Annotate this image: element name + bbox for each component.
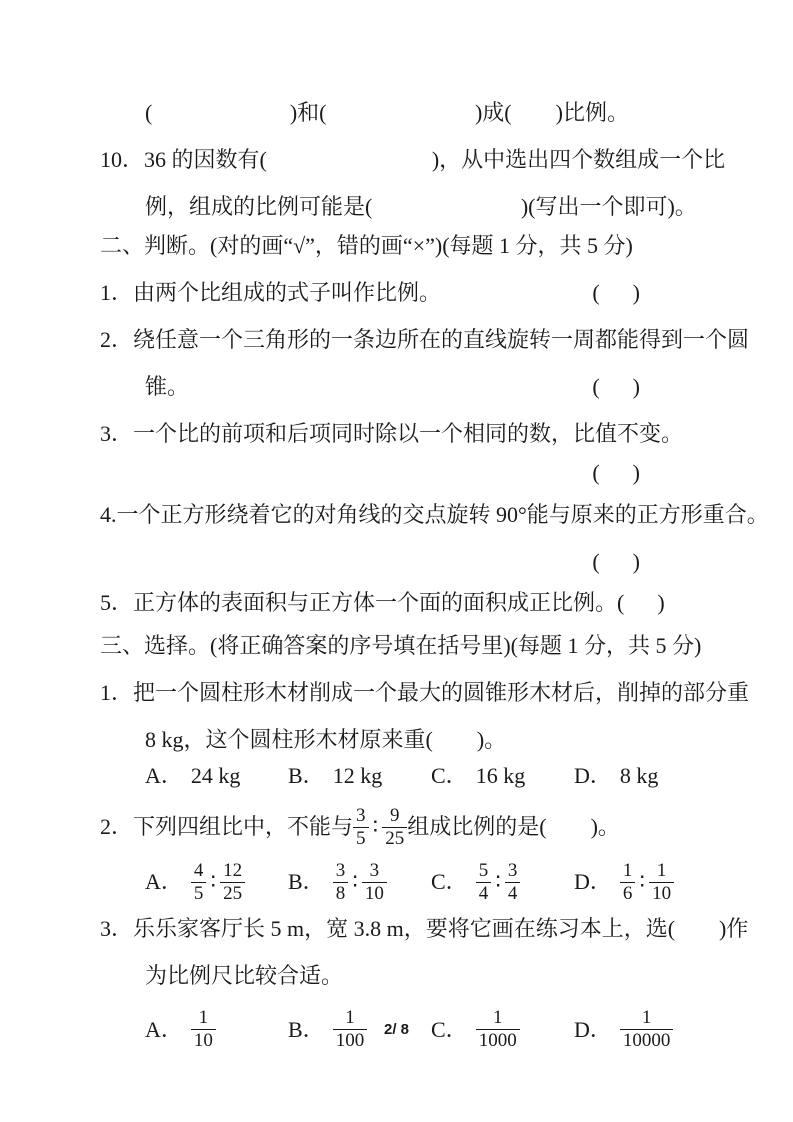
option (574, 860, 674, 905)
answer-bracket: ( ) (592, 374, 640, 399)
fraction-numerator: 3 (335, 859, 346, 881)
fraction-numerator: 1 (641, 1007, 652, 1029)
choice-1-line-2 (100, 727, 690, 753)
option-label: B． (288, 869, 325, 895)
fraction-numerator: 12 (223, 859, 243, 881)
answer-bracket: ( ) (592, 460, 640, 485)
text-segment: 2．下列四组比中，不能与 (100, 814, 354, 840)
fraction-denominator: 5 (191, 882, 207, 905)
text-segment: 1．把一个圆柱形木材削成一个最大的圆锥形木材后，削掉的部分重 (100, 680, 750, 705)
fraction (333, 860, 349, 905)
option-label: D． (574, 763, 612, 788)
text-segment: 5．正方体的表面积与正方体一个面的面积成正比例。 (100, 590, 618, 615)
text-segment: 16 kg (475, 763, 526, 788)
option-label: B． (288, 1016, 325, 1042)
answer-bracket: ( ) (592, 549, 640, 574)
fraction-denominator: 1000 (476, 1029, 520, 1052)
fraction-numerator: 1 (345, 1007, 355, 1029)
option (431, 763, 574, 789)
option (288, 763, 431, 789)
text-segment: 2．绕任意一个三角形的一条边所在的直线旋转一周都能得到一个圆 (100, 327, 750, 352)
choice-2-options (100, 860, 690, 905)
answer-bracket: ( ) (592, 280, 640, 305)
fraction (649, 860, 674, 905)
ratio-colon: ∶ (495, 869, 501, 895)
fraction-denominator: 10 (362, 882, 387, 905)
option-label: B． (288, 763, 325, 788)
fraction-numerator: 9 (390, 805, 400, 826)
ratio-colon: ∶ (352, 869, 358, 895)
fraction-denominator: 5 (353, 827, 369, 850)
option-label: C． (431, 1016, 468, 1042)
text-segment: 24 kg (190, 763, 241, 788)
text-segment: 为比例尺比较合适。 (145, 963, 344, 989)
fraction-denominator: 8 (333, 882, 349, 905)
text-segment: 10．36 的因数有( )，从中选出四个数组成一个比 (100, 147, 726, 172)
option-label: A． (145, 1016, 183, 1042)
option-label: A． (145, 763, 183, 788)
option-label: C． (431, 763, 468, 788)
judge-3-bracket (100, 460, 690, 486)
text-segment: 8 kg (619, 763, 659, 788)
text-segment: 8 kg，这个圆柱形木材原来重( )。 (145, 727, 507, 752)
judge-2-line-2 (100, 374, 690, 400)
fraction (191, 860, 207, 905)
judge-1 (100, 280, 690, 306)
option-label: D． (574, 869, 612, 895)
option (574, 763, 658, 789)
judge-4-line-1 (100, 502, 769, 528)
fraction (220, 860, 245, 905)
text-segment: 锥。 (145, 374, 190, 399)
judge-3-line-1 (100, 421, 690, 447)
choice-3-line-2 (100, 963, 690, 989)
fraction-numerator: 3 (356, 805, 366, 826)
fraction (620, 860, 636, 905)
text-segment: 组成比例的是( )。 (407, 814, 620, 840)
text-segment: 12 kg (332, 763, 383, 788)
text-segment: 例，组成的比例可能是( )(写出一个即可)。 (145, 194, 697, 219)
option-label: C． (431, 869, 468, 895)
q10-line-2 (100, 194, 697, 220)
q9-line (100, 100, 690, 126)
text-segment: 三、选择。(将正确答案的序号填在括号里)(每题 1 分，共 5 分) (100, 633, 702, 658)
judge-4-bracket (100, 549, 690, 575)
fraction-denominator: 4 (476, 882, 492, 905)
choice-2-line-1 (100, 805, 690, 850)
section-2-header (100, 233, 690, 259)
option (145, 763, 288, 789)
choice-1-line-1 (100, 680, 750, 706)
fraction-denominator: 10 (649, 882, 674, 905)
option-label: D． (574, 1016, 612, 1042)
text-segment: 1．由两个比组成的式子叫作比例。 (100, 280, 442, 305)
fraction-denominator: 100 (333, 1029, 368, 1052)
text-segment: 3．一个比的前项和后项同时除以一个相同的数，比值不变。 (100, 421, 684, 446)
fraction (505, 860, 521, 905)
section-3-header (100, 633, 702, 659)
text-segment: ( )和( )成( )比例。 (145, 100, 629, 125)
ratio-colon: ∶ (639, 869, 646, 895)
fraction-denominator: 25 (220, 882, 245, 905)
fraction-numerator: 1 (198, 1007, 209, 1029)
fraction (476, 860, 492, 905)
text-segment: 3．乐乐家客厅长 5 m，宽 3.8 m，要将它画在练习本上，选( )作 (100, 916, 749, 942)
fraction-numerator: 1 (622, 859, 633, 881)
option (145, 860, 288, 905)
fraction-numerator: 1 (656, 859, 667, 881)
judge-5 (100, 590, 690, 616)
option (431, 860, 574, 905)
judge-2-line-1 (100, 327, 750, 353)
text-segment: 二、判断。(对的画“√”，错的画“×”)(每题 1 分，共 5 分) (100, 233, 633, 258)
fraction-numerator: 5 (478, 859, 489, 881)
choice-3-line-1 (100, 916, 749, 942)
option (288, 860, 431, 905)
option-label: A． (145, 869, 183, 895)
fraction-numerator: 3 (507, 859, 518, 881)
answer-bracket: ( ) (617, 590, 665, 615)
text-segment: 4.一个正方形绕着它的对角线的交点旋转 90°能与原来的正方形重合。 (100, 502, 769, 527)
fraction (353, 805, 369, 850)
fraction-numerator: 4 (193, 859, 204, 881)
q10-line-1 (100, 147, 726, 173)
fraction (362, 860, 387, 905)
fraction-numerator: 1 (492, 1007, 503, 1029)
fraction-denominator: 25 (382, 827, 407, 850)
ratio-colon: ∶ (210, 869, 217, 895)
page-number: 2/ 8 (383, 1021, 410, 1038)
fraction-numerator: 3 (369, 859, 380, 881)
ratio-colon: ∶ (372, 814, 379, 840)
fraction-denominator: 4 (505, 882, 521, 905)
fraction-denominator: 10000 (620, 1029, 674, 1052)
fraction-denominator: 10 (191, 1029, 216, 1052)
fraction-denominator: 6 (620, 882, 636, 905)
fraction (382, 805, 407, 850)
choice-1-options (100, 763, 690, 789)
